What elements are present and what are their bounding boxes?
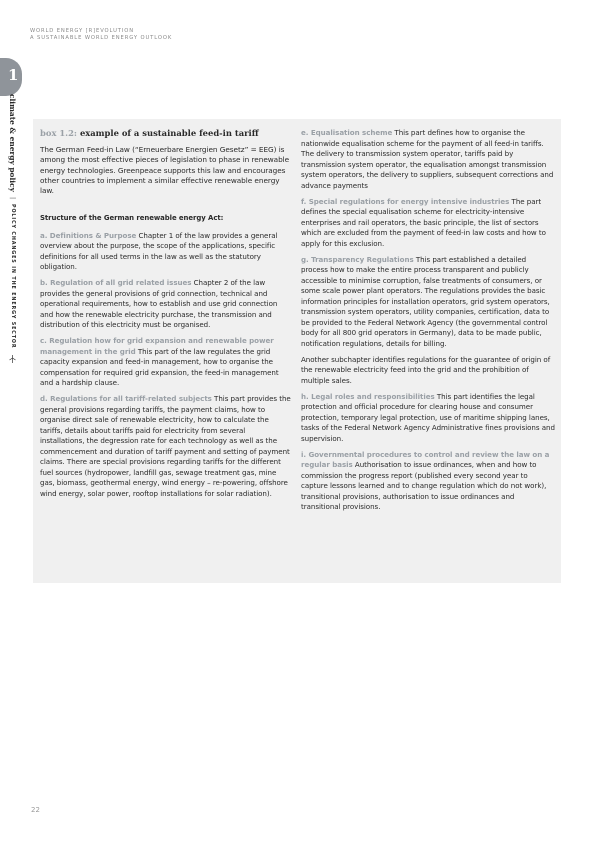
section-lead: e. Equalisation scheme — [301, 128, 393, 137]
chapter-number: 1 — [8, 66, 19, 84]
section-d — [40, 394, 291, 499]
section-text: This part established a detailed process how to make the entire process transparent and publicly accessible to minimise corruption, false treatments of consumers, or some scale power plant operators. The regulations provides the basic information principles for installation operators, grid system operators, transmission system operators, utility companies, certification, data to be provided to the Federal Network Agency (the governmental control body for all 800 grid operators in Germany), data to be made public, notification regulations, details for billing. — [301, 254, 550, 348]
section-c — [40, 336, 291, 389]
chapter-title: climate & energy policy — [8, 94, 17, 192]
section-text: This part identifies the legal protection and official procedure for clearing house and consumer protection, temporary legal protection, use of maritime shipping lanes, tasks of the Federal Network Agency Administrative fines provisions and supervision. — [301, 391, 555, 443]
box-title: example of a sustainable feed-in tariff — [79, 128, 259, 138]
section-text: This part provides the general provisions regarding tariffs, the payment claims, how to organise direct sale of renewable electricity, how to calculate the tariffs, details about tariffs paid for electricity from several installations, the degression rate for each technology as well as the commencement and duration of tariff payment and setting of payment claims. There are special provisions regarding tariffs for the different fuel sources (hydropower, landfill gas, sewage treatment gas, mine gas, biomass, geothermal energy, wind energy – re-powering, offshore wind energy, solar power, rooftop installations for solar radiation). — [40, 394, 291, 498]
box-intro: The German Feed-in Law (“Erneuerbare Energien Gesetz” = EEG) is among the most effective pieces of legislation to phase in renewable energy technologies. Greenpeace supports this law and encourages other countries to implement a similar effective renewable energy law. — [40, 145, 290, 196]
section-lead: b. Regulation of all grid related issues — [40, 278, 192, 288]
wind-turbine-icon — [8, 355, 16, 363]
chapter-side-label — [8, 94, 17, 363]
section-text: This part of the law regulates the grid capacity expansion and feed-in management, how to organise the compensation for required grid expansion, the feed-in management and a hardship clause. — [40, 346, 279, 388]
section-b — [40, 278, 291, 331]
box-left-column — [40, 128, 291, 505]
section-g-continued — [301, 355, 555, 387]
section-f — [301, 197, 555, 250]
box-heading — [40, 128, 291, 139]
feed-in-tariff-box — [33, 119, 561, 583]
section-text: Chapter 2 of the law provides the general provisions of grid connection, technical and operational requirements, how to establish and use grid connection and how the renewable electricity purchase, the transmission and distribution of this electricity must be organised. — [40, 278, 278, 330]
section-i — [301, 450, 555, 513]
page-number: 22 — [31, 806, 40, 814]
section-text: Chapter 1 of the law provides a general overview about the purpose, the scope of the applications, specific definitions for all used terms in the law as well as the statutory obligation. — [40, 230, 278, 272]
chapter-subtitle: POLICY CHANGES IN THE ENERGY SECTOR — [10, 204, 15, 349]
running-header — [30, 28, 172, 42]
chapter-separator: | — [9, 196, 16, 200]
section-lead: c. Regulation how for grid expansion and renewable power management in the grid — [40, 336, 274, 356]
section-e — [301, 128, 555, 191]
section-lead: f. Special regulations for energy intensive industries — [301, 196, 510, 206]
section-text: This part defines how to organise the nationwide equalisation scheme for the payment of all feed-in tariffs. The delivery to transmission system operator, tariffs paid by transmission system operator, the equalisation amongst transmission system operators, the delivery to suppliers, subsequent corrections and advance payments — [301, 128, 554, 190]
box-right-column — [301, 128, 555, 518]
section-lead: h. Legal roles and responsibilities — [301, 391, 435, 401]
section-lead: a. Definitions & Purpose — [40, 230, 137, 240]
section-h — [301, 392, 555, 445]
running-header-title: WORLD ENERGY [R]EVOLUTION — [30, 28, 135, 34]
section-text: The part defines the special equalisation scheme for electricity-intensive enterprises and rail operators, the basic principle, the list of sectors which are excluded from the payment of feed-in law costs and how to apply for this exclusion. — [301, 196, 546, 248]
chapter-tab — [0, 58, 22, 96]
section-lead: d. Regulations for all tariff-related subjects — [40, 394, 212, 404]
box-number: box 1.2: — [40, 128, 78, 138]
section-g — [301, 255, 555, 350]
section-lead: i. Governmental procedures to control and review the law on a regular basis — [301, 449, 550, 469]
section-a — [40, 231, 291, 273]
section-lead: g. Transparency Regulations — [301, 254, 414, 264]
structure-heading: Structure of the German renewable energy Act: — [40, 214, 224, 223]
section-text: Another subchapter identifies regulations for the guarantee of origin of the renewable electricity feed into the grid and the prohibition of multiple sales. — [301, 354, 551, 385]
section-text: Authorisation to issue ordinances, when and how to commission the progress report (published every second year to capture lessons learned and to change regulation which do not work), transitional provisions, authorisation to issue ordinances and transitional provisions. — [301, 460, 547, 511]
running-header-subtitle: A SUSTAINABLE WORLD ENERGY OUTLOOK — [30, 35, 173, 41]
